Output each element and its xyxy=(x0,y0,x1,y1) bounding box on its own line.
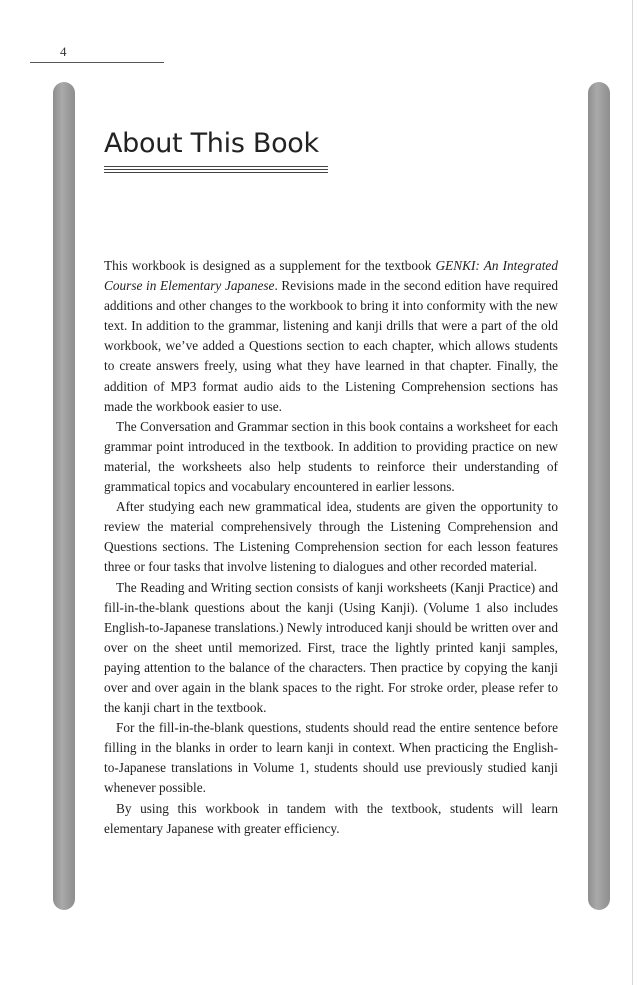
title-underline-bottom xyxy=(104,172,328,173)
page-number-rule xyxy=(30,62,164,63)
paragraph-listening: After studying each new grammatical idea, students are given the opportunity to review the material comprehensively through the Listening Comprehension and Questions sections. The Listening Comprehension section for each lesson features three or four tasks that involve listening to dialogues and other recorded material. xyxy=(104,499,558,575)
paragraph-intro xyxy=(104,256,558,417)
page-number: 4 xyxy=(60,44,67,59)
paragraph-conclusion: By using this workbook in tandem with the textbook, students will learn elementary Japanese with greater efficiency. xyxy=(104,800,558,836)
right-margin-bar xyxy=(588,82,610,910)
paragraph-fill-in-blank: For the fill-in-the-blank questions, students should read the entire sentence before filling in the blanks in order to learn kanji in context. When practicing the English-to-Japanese translations in Volume 1, students should use previously studied kanji whenever possible. xyxy=(104,720,558,796)
body-text xyxy=(104,256,558,839)
left-margin-bar xyxy=(53,82,75,910)
paragraph-conversation-grammar: The Conversation and Grammar section in this book contains a worksheet for each grammar point introduced in the textbook. In addition to providing practice on new material, the worksheets also help students to reinforce their understanding of grammatical topics and vocabulary encountered in earlier lessons. xyxy=(104,418,558,495)
textbook-title: GENKI: An Integrated Course in Elementary Japanese xyxy=(104,258,558,294)
title-underline-middle xyxy=(104,169,328,170)
page-title: About This Book xyxy=(104,128,319,159)
title-underline-top xyxy=(104,166,328,167)
page-edge-line xyxy=(632,0,633,985)
paragraph-reading-writing: The Reading and Writing section consists of kanji worksheets (Kanji Practice) and fill-in-the-blank questions about the kanji (Using Kanji). (Volume 1 also includes English-to-Japanese translations.) Newly introduced kanji should be written over and over on the sheet until memorized. First, trace the lightly printed kanji samples, paying attention to the balance of the characters. Then practice by copying the kanji over and over again in the blank spaces to the right. For stroke order, please refer to the kanji chart in the textbook. xyxy=(104,579,558,716)
intro-text-start: This workbook is designed as a supplement for the textbook xyxy=(104,258,436,273)
intro-text-end: . Revisions made in the second edition have required additions and other changes to the workbook to bring it into conformity with the new text. In addition to the grammar, listening and kanji drills that were a part of the old workbook, we’ve added a Questions section to each chapter, which allows students to create answers freely, using what they have learned in that chapter. Finally, the addition of MP3 format audio aids to the Listening Comprehension sections has made the workbook easier to use. xyxy=(104,278,558,414)
